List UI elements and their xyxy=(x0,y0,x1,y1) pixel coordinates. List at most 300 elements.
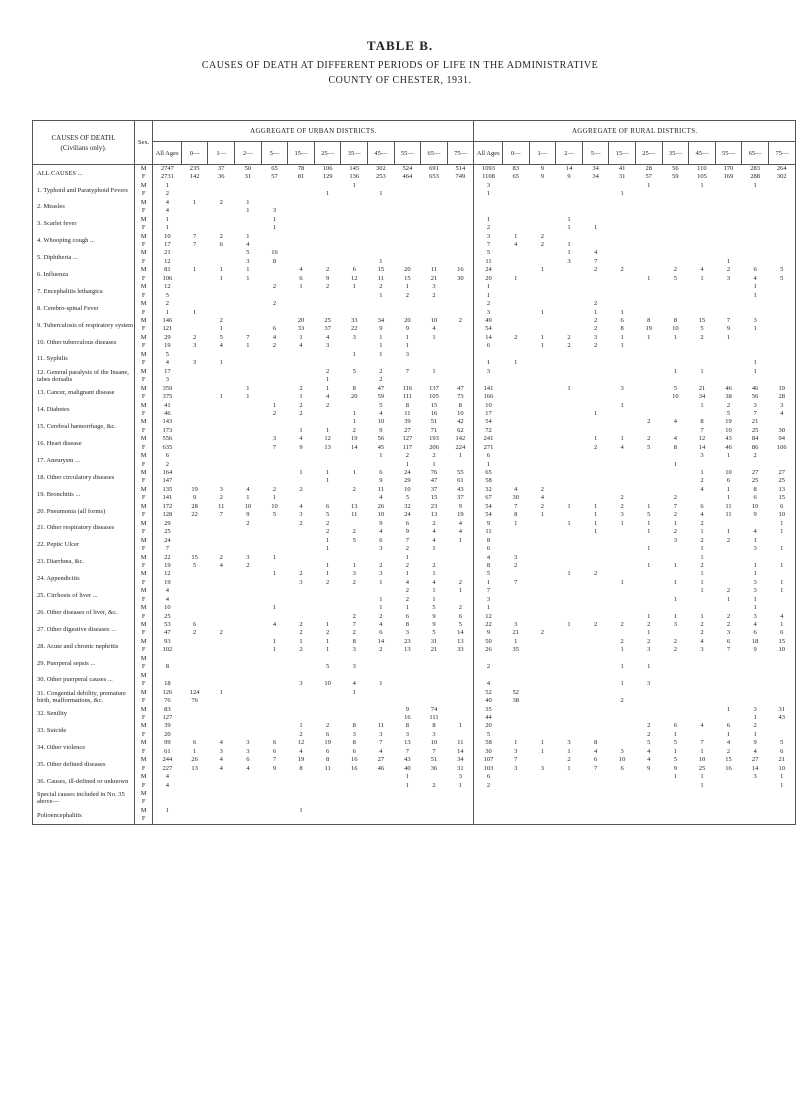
male-count: 4 xyxy=(379,621,383,629)
male-count: 9 xyxy=(458,502,462,510)
male-count: 94 xyxy=(778,435,785,443)
count-cell xyxy=(635,401,662,418)
male-count: 8 xyxy=(405,401,410,409)
count-cell xyxy=(368,773,395,790)
female-count: 1 xyxy=(379,257,383,265)
female-count xyxy=(502,596,529,604)
sex-label: M F xyxy=(134,486,152,503)
male-count xyxy=(689,283,716,291)
count-cell xyxy=(314,165,341,182)
male-count: 1 xyxy=(326,469,330,477)
female-count xyxy=(609,477,636,485)
count-cell xyxy=(662,452,689,469)
count-cell xyxy=(261,621,288,638)
count-cell xyxy=(742,182,769,199)
count-cell xyxy=(742,266,769,283)
sex-label: M F xyxy=(134,553,152,570)
male-count: 5 xyxy=(352,367,356,375)
female-count xyxy=(288,309,315,317)
male-count: 1 xyxy=(405,570,410,578)
male-count xyxy=(235,283,262,291)
female-count: 6 xyxy=(753,629,757,637)
female-count: 3 xyxy=(272,207,277,215)
count-cell xyxy=(235,233,262,250)
female-count xyxy=(529,596,556,604)
male-count xyxy=(662,689,689,697)
female-count xyxy=(609,528,636,536)
male-count xyxy=(261,368,288,376)
male-count xyxy=(689,689,716,697)
count-cell xyxy=(235,452,262,469)
male-count: 8 xyxy=(647,317,651,325)
female-count xyxy=(368,309,395,317)
table-row xyxy=(33,165,796,182)
male-count xyxy=(314,773,341,781)
count-cell xyxy=(689,351,716,368)
male-count: 4 xyxy=(299,435,303,443)
female-count: 3 xyxy=(514,747,518,755)
male-count xyxy=(635,655,662,663)
male-count xyxy=(368,554,395,562)
male-count: 2 xyxy=(326,266,330,274)
male-count xyxy=(235,435,262,443)
count-cell xyxy=(181,790,208,807)
male-count xyxy=(181,402,208,410)
male-count: 8 xyxy=(593,739,598,747)
count-cell xyxy=(394,165,421,182)
table-row xyxy=(33,621,796,638)
table-row xyxy=(33,587,796,604)
female-count: 1 xyxy=(165,308,169,316)
cause-label: 9. Tuberculosis of respiratory system xyxy=(33,317,135,334)
count-cell xyxy=(447,807,474,824)
female-count xyxy=(314,697,341,705)
male-count xyxy=(314,182,341,190)
female-count xyxy=(556,292,583,300)
female-count: 1 xyxy=(432,545,436,553)
male-count: 54 xyxy=(485,418,492,426)
female-count xyxy=(689,359,716,367)
male-count: 1 xyxy=(514,232,518,240)
count-cell xyxy=(447,266,474,283)
male-count xyxy=(235,672,262,680)
count-cell xyxy=(368,469,395,486)
count-cell xyxy=(662,401,689,418)
male-count: 83 xyxy=(512,165,520,173)
count-cell xyxy=(662,553,689,570)
female-count: 127 xyxy=(162,713,173,721)
male-count xyxy=(288,689,315,697)
male-count xyxy=(235,722,262,730)
male-count xyxy=(181,520,208,528)
male-count xyxy=(181,570,208,578)
male-count xyxy=(235,182,262,190)
male-count xyxy=(474,199,502,207)
count-cell xyxy=(742,385,769,402)
male-count: 8 xyxy=(352,722,356,730)
male-count xyxy=(314,689,341,697)
male-count xyxy=(394,233,421,241)
urban-age-header: 2— xyxy=(235,142,262,165)
count-cell xyxy=(208,672,235,689)
count-cell xyxy=(556,249,583,266)
male-count: 2 xyxy=(673,266,677,274)
male-count: 2 xyxy=(432,452,436,460)
female-count: 59 xyxy=(672,173,679,181)
count-cell xyxy=(502,638,529,655)
female-count xyxy=(768,342,795,350)
count-cell xyxy=(689,722,716,739)
count-cell xyxy=(502,165,529,182)
count-cell xyxy=(715,418,742,435)
female-count: 9 xyxy=(486,629,491,637)
female-count: 1 xyxy=(458,781,462,789)
male-count: 2 xyxy=(193,333,197,341)
male-count: 1 xyxy=(272,401,277,409)
table-row xyxy=(33,807,796,824)
count-cell xyxy=(635,553,662,570)
female-count xyxy=(529,376,556,384)
count-cell xyxy=(261,807,288,824)
male-count xyxy=(715,689,742,697)
male-count: 2 xyxy=(299,570,303,578)
male-count xyxy=(208,655,235,663)
male-count: 4 xyxy=(432,536,436,544)
female-count xyxy=(235,410,262,418)
male-count: 2 xyxy=(405,452,410,460)
rural-age-header: 1— xyxy=(529,142,556,165)
male-count xyxy=(529,570,556,578)
male-count xyxy=(689,790,716,798)
count-cell xyxy=(609,739,636,756)
count-cell xyxy=(341,452,368,469)
count-cell xyxy=(368,435,395,452)
count-cell xyxy=(635,722,662,739)
female-count xyxy=(288,562,315,570)
sex-label: M F xyxy=(134,216,152,233)
male-count xyxy=(394,182,421,190)
male-count xyxy=(314,418,341,426)
female-count: 6 xyxy=(326,730,330,738)
female-count: 67 xyxy=(485,494,492,502)
male-count: 31 xyxy=(430,637,438,645)
female-count xyxy=(582,731,609,739)
count-cell xyxy=(394,706,421,723)
female-count xyxy=(609,258,636,266)
female-count xyxy=(341,342,368,350)
count-cell xyxy=(153,216,182,233)
female-count xyxy=(635,410,662,418)
count-cell xyxy=(447,486,474,503)
cause-label: 11. Syphilis xyxy=(33,351,135,368)
female-count xyxy=(529,545,556,553)
cause-label: 28. Acute and chronic nephritis xyxy=(33,638,135,655)
male-count xyxy=(609,486,636,494)
female-count: 2 xyxy=(726,747,731,755)
count-cell xyxy=(474,249,503,266)
male-count xyxy=(208,435,235,443)
cause-label: 23. Diarrhœa, &c. xyxy=(33,553,135,570)
female-count xyxy=(529,646,556,654)
male-count xyxy=(502,587,529,595)
male-count: 1 xyxy=(700,401,704,409)
female-count xyxy=(181,444,208,452)
count-cell xyxy=(742,621,769,638)
female-count: 81 xyxy=(297,173,305,181)
female-count: 4 xyxy=(753,747,757,755)
female-count xyxy=(447,596,473,604)
female-count xyxy=(609,562,636,570)
male-count: 1 xyxy=(540,739,544,747)
count-cell xyxy=(341,216,368,233)
female-count: 19 xyxy=(457,511,464,519)
female-count: 1 xyxy=(620,578,624,586)
male-count xyxy=(529,216,556,224)
male-count xyxy=(768,283,795,291)
table-row xyxy=(33,655,796,672)
female-count xyxy=(341,241,368,249)
male-count: 8 xyxy=(486,536,491,544)
female-count: 46 xyxy=(725,443,732,451)
female-count: 3 xyxy=(620,511,624,519)
female-count: 19 xyxy=(164,561,171,569)
male-count: 33 xyxy=(350,317,358,325)
count-cell xyxy=(208,638,235,655)
male-count: 5 xyxy=(432,604,436,612)
count-cell xyxy=(181,503,208,520)
count-cell xyxy=(288,773,315,790)
female-count: 3 xyxy=(326,342,330,350)
count-cell xyxy=(715,553,742,570)
female-count xyxy=(314,258,341,266)
male-count xyxy=(582,554,609,562)
male-count xyxy=(662,790,689,798)
sex-label: M F xyxy=(134,706,152,723)
count-cell xyxy=(421,807,448,824)
count-cell xyxy=(153,655,182,672)
female-count: 2 xyxy=(726,612,731,620)
male-count: 4 xyxy=(700,485,704,493)
count-cell xyxy=(421,706,448,723)
female-count xyxy=(582,359,609,367)
male-count xyxy=(341,773,368,781)
female-count xyxy=(208,798,235,806)
male-count xyxy=(609,790,636,798)
male-count: 93 xyxy=(164,637,171,645)
male-count: 22 xyxy=(164,553,171,561)
count-cell xyxy=(261,165,288,182)
count-cell xyxy=(609,790,636,807)
male-count: 3 xyxy=(514,553,518,561)
male-count xyxy=(261,266,288,274)
male-count xyxy=(768,655,795,663)
count-cell xyxy=(689,604,716,621)
female-count: 3 xyxy=(299,680,303,688)
count-cell xyxy=(288,385,315,402)
count-cell xyxy=(715,655,742,672)
count-cell xyxy=(582,401,609,418)
female-count: 3 xyxy=(352,730,356,738)
male-count: 27 xyxy=(377,756,385,764)
count-cell xyxy=(235,706,262,723)
female-count xyxy=(529,393,556,401)
count-cell xyxy=(153,435,182,452)
table-row xyxy=(33,351,796,368)
male-count xyxy=(181,672,208,680)
female-count: 4 xyxy=(299,342,303,350)
male-count xyxy=(474,672,502,680)
count-cell xyxy=(394,553,421,570)
female-count: 2 xyxy=(432,781,436,789)
count-cell xyxy=(689,621,716,638)
female-count: 4 xyxy=(647,747,651,755)
female-count xyxy=(768,190,795,198)
count-cell xyxy=(421,266,448,283)
count-cell xyxy=(635,486,662,503)
cause-label: 19. Bronchitis ... xyxy=(33,486,135,503)
female-count: 4 xyxy=(165,781,169,789)
male-count: 12 xyxy=(297,739,305,747)
male-count: 8 xyxy=(352,637,356,645)
male-count xyxy=(208,807,235,815)
count-cell xyxy=(261,317,288,334)
count-cell xyxy=(474,199,503,216)
count-cell xyxy=(208,385,235,402)
male-count: 2 xyxy=(219,198,223,206)
female-count xyxy=(261,309,288,317)
count-cell xyxy=(474,587,503,604)
count-cell xyxy=(314,351,341,368)
male-count xyxy=(742,790,769,798)
count-cell xyxy=(447,672,474,689)
male-count: 1 xyxy=(379,452,383,460)
female-count: 4 xyxy=(540,494,544,502)
count-cell xyxy=(474,216,503,233)
male-count: 47 xyxy=(457,384,464,392)
female-count: 76 xyxy=(164,697,171,705)
male-count: 691 xyxy=(429,165,439,173)
count-cell xyxy=(421,655,448,672)
count-cell xyxy=(582,182,609,199)
male-count xyxy=(447,334,473,342)
female-count xyxy=(341,815,368,823)
count-cell xyxy=(153,756,182,773)
male-count xyxy=(208,706,235,714)
count-cell xyxy=(609,351,636,368)
female-count xyxy=(235,815,262,823)
count-cell xyxy=(768,334,795,351)
male-count: 10 xyxy=(404,485,411,493)
male-count xyxy=(341,216,368,224)
female-count: 36 xyxy=(430,764,438,772)
male-count: 172 xyxy=(162,502,173,510)
female-count xyxy=(474,815,502,823)
female-count: 1 xyxy=(379,578,383,586)
count-cell xyxy=(556,587,583,604)
count-cell xyxy=(421,773,448,790)
count-cell xyxy=(368,385,395,402)
female-count xyxy=(261,562,288,570)
count-cell xyxy=(609,604,636,621)
female-count xyxy=(261,579,288,587)
cause-label: 22. Peptic Ulcer xyxy=(33,537,135,554)
female-count: 6 xyxy=(219,241,223,248)
count-cell xyxy=(368,283,395,300)
count-cell xyxy=(768,553,795,570)
count-cell xyxy=(261,435,288,452)
female-count xyxy=(689,224,716,232)
female-count: 1 xyxy=(726,494,731,502)
male-count xyxy=(314,199,341,207)
female-count xyxy=(556,477,583,485)
female-count: 5 xyxy=(780,274,784,282)
count-cell xyxy=(529,587,556,604)
count-cell xyxy=(742,334,769,351)
male-count: 8 xyxy=(352,739,356,747)
count-cell xyxy=(288,689,315,706)
male-count: 7 xyxy=(726,317,731,325)
female-count: 3 xyxy=(432,730,436,738)
count-cell xyxy=(742,790,769,807)
male-count xyxy=(181,385,208,393)
male-count: 21 xyxy=(164,249,171,257)
female-count: 20 xyxy=(350,393,358,401)
male-count: 65 xyxy=(271,165,278,173)
female-count: 40 xyxy=(404,764,411,772)
count-cell xyxy=(368,537,395,554)
male-count xyxy=(742,249,769,257)
count-cell xyxy=(181,418,208,435)
female-count xyxy=(181,798,208,806)
female-count: 13 xyxy=(191,764,198,772)
male-count: 28 xyxy=(645,165,652,173)
female-count: 4 xyxy=(219,561,223,569)
female-count: 2 xyxy=(379,612,383,620)
count-cell xyxy=(288,351,315,368)
table-row xyxy=(33,604,796,621)
count-cell xyxy=(556,621,583,638)
female-count xyxy=(261,663,288,671)
count-cell xyxy=(261,182,288,199)
count-cell xyxy=(181,706,208,723)
male-count xyxy=(529,537,556,545)
female-count: 9 xyxy=(540,173,544,181)
count-cell xyxy=(153,638,182,655)
female-count xyxy=(288,258,315,266)
female-count: 31 xyxy=(457,764,464,772)
female-count: 1 xyxy=(753,561,757,569)
count-cell xyxy=(689,266,716,283)
male-count xyxy=(208,452,235,460)
female-count xyxy=(288,207,315,215)
male-count: 4 xyxy=(165,198,169,206)
female-count xyxy=(689,461,716,469)
female-count xyxy=(502,292,529,300)
male-count: 6 xyxy=(193,621,197,629)
female-count: 2 xyxy=(299,409,303,417)
female-count xyxy=(556,697,583,705)
male-count xyxy=(288,604,315,612)
female-count: 1 xyxy=(647,274,651,282)
male-count xyxy=(341,520,368,528)
male-count: 11 xyxy=(725,502,732,510)
female-count xyxy=(635,427,662,435)
female-count xyxy=(368,207,395,215)
female-count: 105 xyxy=(697,173,707,181)
count-cell xyxy=(181,587,208,604)
female-count xyxy=(341,190,368,198)
female-count xyxy=(662,292,689,300)
